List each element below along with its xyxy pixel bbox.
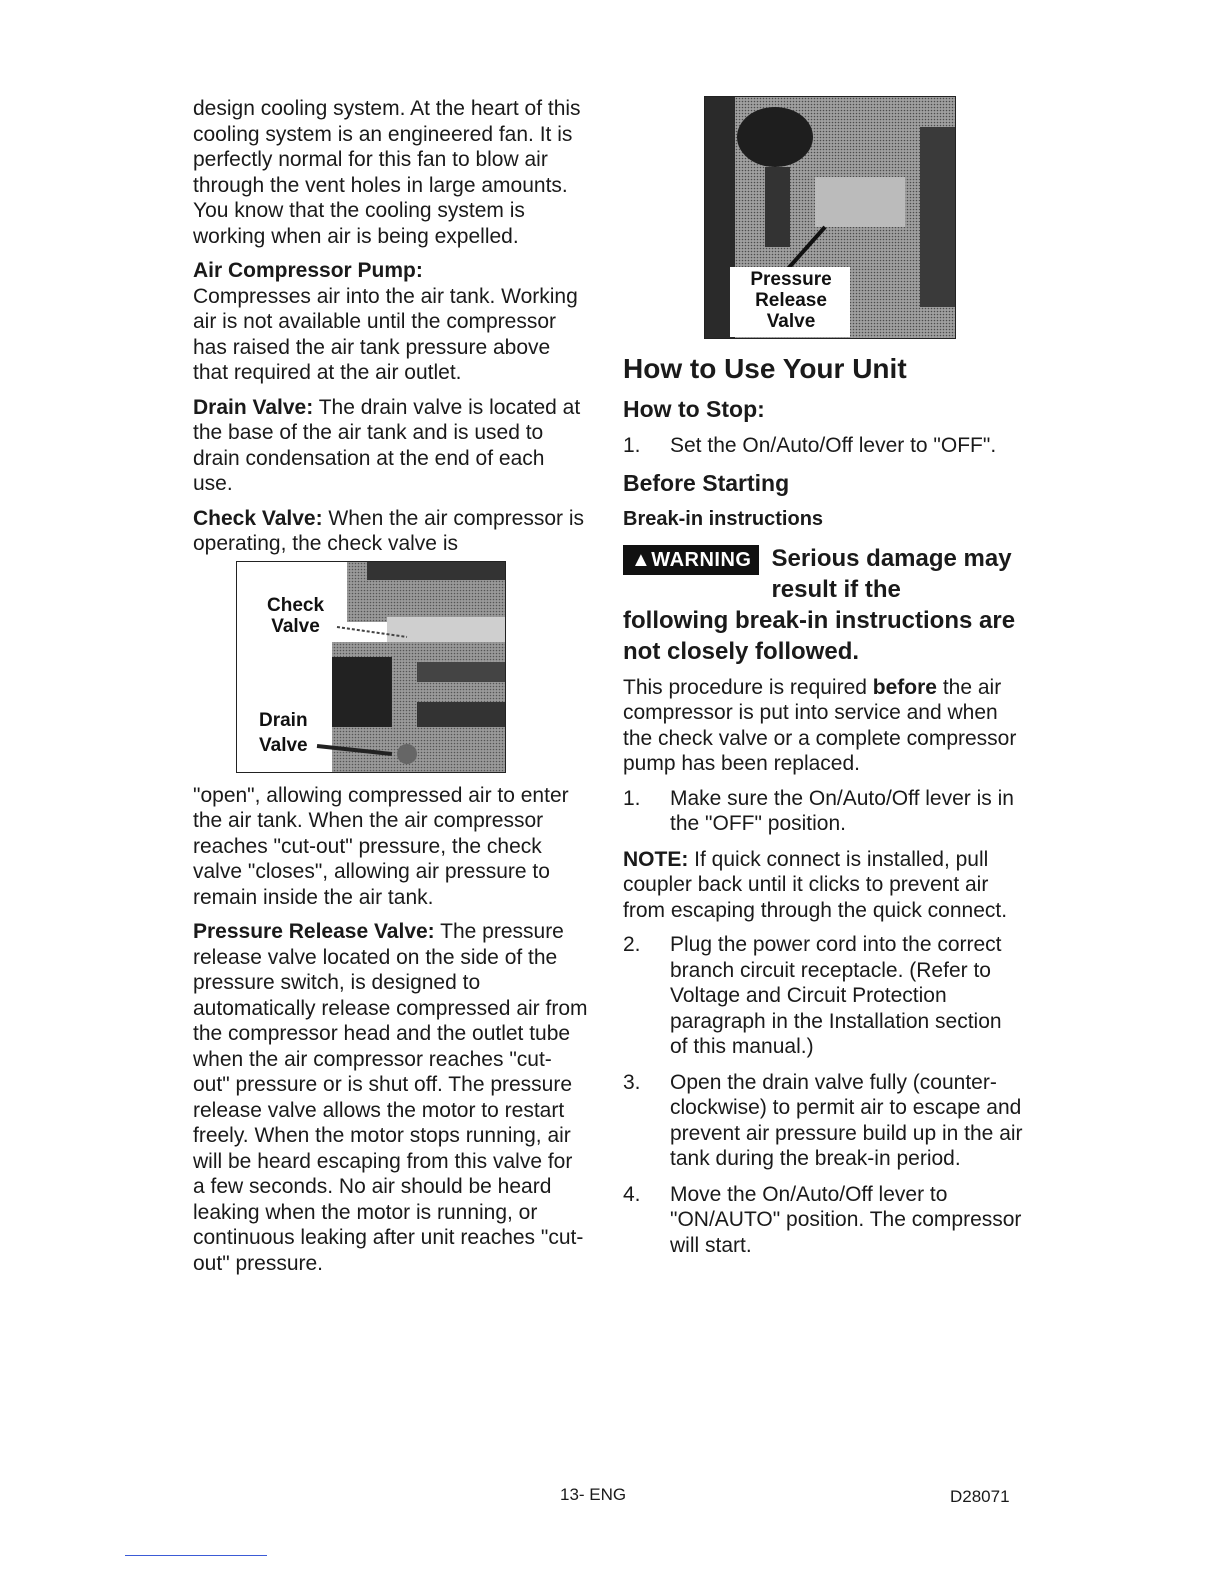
footer-rule <box>125 1555 267 1556</box>
warning-rest: following break-in instructions are not closely followed. <box>623 606 1016 665</box>
check-drain-valve-figure <box>236 561 506 773</box>
page-title: How to Use Your Unit <box>623 353 907 384</box>
check-valve-label-line2: Valve <box>271 615 320 637</box>
note-paragraph <box>623 847 1023 924</box>
pr-label-line3: Valve <box>766 311 816 332</box>
step-text: Open the drain valve fully (counter-clockwise) to permit air to escape and prevent air pressure build up in the air tank during the break-in period. <box>670 1070 1023 1170</box>
drain-term: Drain Valve: <box>193 395 314 419</box>
check-text: When the air compressor is operating, the check valve is <box>193 506 585 555</box>
check-continued: "open", allowing compressed air to enter the air tank. When the air compressor reaches "cut-out" pressure, the check valve "closes", allowing air pressure to remain inside the air tank. <box>193 783 569 909</box>
pressure-release-label <box>735 269 847 332</box>
check-valve-label-line1: Check <box>267 594 325 616</box>
list-item <box>623 433 1023 459</box>
pr-label-line2: Release <box>755 290 827 311</box>
list-item <box>623 1070 1023 1172</box>
drain-valve-label-line1: Drain <box>259 709 308 731</box>
warning-badge: ▲WARNING <box>623 545 759 575</box>
check-paragraph <box>193 506 588 557</box>
stop-heading: How to Stop: <box>623 396 765 422</box>
page-number: 13- ENG <box>560 1485 627 1504</box>
prv-paragraph <box>193 919 588 1276</box>
list-item <box>623 932 1023 1060</box>
left-column <box>193 96 588 1285</box>
warning-first-line: Serious damage may result if the <box>771 544 1012 603</box>
pump-text: Compresses air into the air tank. Working air is not available until the compressor has raised the air tank pressure above that required at the air outlet. <box>193 284 578 384</box>
pump-heading: Air Compressor Pump: <box>193 259 423 282</box>
check-term: Check Valve: <box>193 506 323 530</box>
document-code: D28071 <box>950 1487 1010 1506</box>
steps-list <box>623 932 1023 1258</box>
procedure-pre: This procedure is required <box>623 675 873 699</box>
drain-text: The drain valve is located at the base of the air tank and is used to drain condensation at the end of each use. <box>193 395 581 495</box>
prv-text: The pressure release valve located on the side of the pressure switch, is designed to automatically release compressed air from the compressor head and the outlet tube when the air compressor reaches "cut-out" pressure or is shut off. The pressure release valve allows the motor to restart freely. When the motor stops running, air will be heard escaping from this valve for a few seconds. No air should be heard leaking when the motor is running, or continuous leaking after unit reaches "cut-out" pressure. <box>193 920 588 1275</box>
right-column <box>623 96 1023 1268</box>
stop-steps <box>623 433 1023 459</box>
pr-label-line1: Pressure <box>750 269 832 290</box>
step-text: Plug the power cord into the correct branch circuit receptacle. (Refer to Voltage and Circuit Protection paragraph in the Installation section of this manual.) <box>670 933 1002 1058</box>
step-number: 2. <box>623 933 641 956</box>
intro-paragraph: design cooling system. At the heart of this cooling system is an engineered fan. It is perfectly normal for this fan to blow air through the vent holes in large amounts. You know that the cooling system is working when air is being expelled. <box>193 97 581 248</box>
procedure-post: the air compressor is put into service and when the check valve or a complete compressor pump has been replaced. <box>623 675 1017 775</box>
step-number: 4. <box>623 1182 641 1206</box>
prv-term: Pressure Release Valve: <box>193 920 435 943</box>
warning-block <box>623 543 1023 667</box>
before-heading: Before Starting <box>623 469 790 496</box>
drain-paragraph <box>193 395 588 497</box>
drain-valve-label-line2: Valve <box>259 734 308 756</box>
step-number: 1. <box>623 786 641 810</box>
drain-valve-label <box>259 710 308 756</box>
step-text: Move the On/Auto/Off lever to "ON/AUTO" position. The compressor will start. <box>670 1182 1022 1257</box>
pressure-release-figure <box>704 96 956 339</box>
procedure-bold: before <box>872 675 937 699</box>
step-text: Set the On/Auto/Off lever to "OFF". <box>670 434 997 457</box>
check-valve-label <box>267 595 324 637</box>
step-number: 3. <box>623 1070 641 1094</box>
list-item <box>623 786 1023 837</box>
step1-list <box>623 786 1023 837</box>
procedure-paragraph <box>623 675 1023 777</box>
note-term: NOTE: <box>623 847 689 871</box>
breakin-heading: Break-in instructions <box>623 507 824 530</box>
note-text: If quick connect is installed, pull coupler back until it clicks to prevent air from escaping through the quick connect. <box>623 847 1008 922</box>
step-number: 1. <box>623 434 641 457</box>
step-text: Make sure the On/Auto/Off lever is in the "OFF" position. <box>670 786 1014 835</box>
list-item <box>623 1182 1023 1259</box>
